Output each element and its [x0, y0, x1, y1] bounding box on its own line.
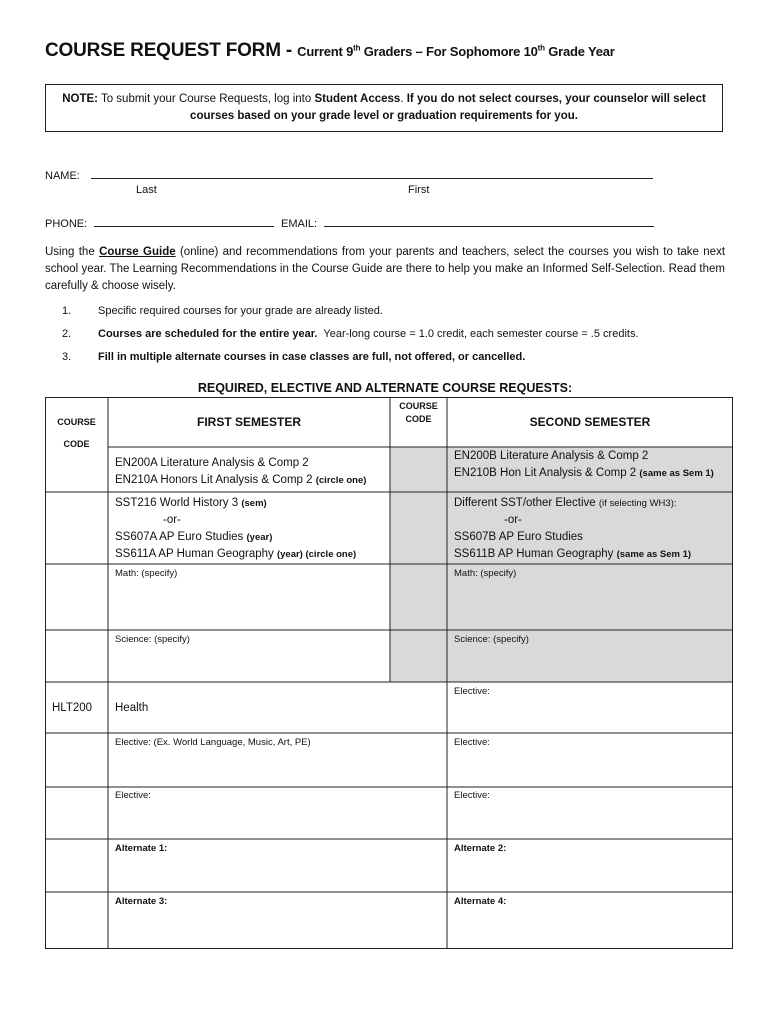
course-code-header	[45, 411, 108, 455]
r2-sem2-line4: SS611B AP Human Geography	[454, 548, 614, 560]
name-label: NAME:	[45, 170, 80, 182]
course-code-header-b: CODE	[405, 414, 432, 424]
r1-sem2	[454, 448, 714, 482]
r9-sem1-alternate[interactable]: Alternate 3:	[115, 896, 168, 907]
name-field	[45, 168, 653, 182]
intro-post: (online) and recommendations from your parents and teachers, select the courses you wish to take next school year. The Learning Recommendations in the Course Guide are there to help you make an Informed Self-Selection. Read them carefully & choose wisely.	[45, 246, 726, 292]
note-box: NOTE: To submit your Course Requests, log into Student Access. If you do not select courses, your counselor will select courses based on your grade level or graduation requirements for you.	[45, 84, 723, 132]
r5-sem1-health: Health	[115, 702, 149, 714]
r9-sem2-alternate[interactable]: Alternate 4:	[454, 896, 507, 907]
r1-sem1	[115, 455, 366, 489]
r3-sem1-math[interactable]: Math: (specify)	[115, 568, 178, 579]
r2-sem1-line1: SST216 World History 3	[115, 497, 239, 509]
phone-field	[45, 216, 274, 230]
title-sup-a: th	[353, 43, 361, 53]
r2-sem2-note4: (same as Sem 1)	[616, 549, 692, 560]
list-item	[62, 351, 525, 363]
r1-sem2-line1: EN200B Literature Analysis & Comp 2	[454, 450, 649, 462]
title-sup-b: th	[537, 43, 545, 53]
r3-sem2-math[interactable]: Math: (specify)	[454, 568, 517, 579]
r2-sem1-line3: SS607A AP Euro Studies	[115, 531, 244, 543]
r7-sem2-elective[interactable]: Elective:	[454, 790, 490, 801]
list-bold-text: Courses are scheduled for the entire year.	[98, 328, 318, 340]
r4-sem1-science[interactable]: Science: (specify)	[115, 634, 190, 645]
list-item	[62, 328, 639, 340]
r4-sem2-science[interactable]: Science: (specify)	[454, 634, 529, 645]
last-name-label: Last	[136, 184, 157, 196]
phone-input-line[interactable]	[94, 216, 274, 227]
r2-sem1	[115, 495, 356, 563]
note-label: NOTE:	[62, 93, 98, 105]
r1-sem2-line2: EN210B Hon Lit Analysis & Comp 2	[454, 467, 637, 479]
r2-sem2-or: -or-	[504, 514, 522, 526]
email-input-line[interactable]	[324, 216, 654, 227]
second-semester-header: SECOND SEMESTER	[529, 415, 651, 429]
page-title	[45, 40, 615, 62]
r2-sem1-note1: (sem)	[241, 498, 267, 509]
note-text-1: To submit your Course Requests, log into	[100, 93, 312, 105]
course-code-header-a: COURSE	[399, 401, 438, 411]
first-name-label: First	[408, 184, 430, 196]
title-sub-c: Grade Year	[548, 44, 615, 59]
r1-sem2-note: (same as Sem 1)	[639, 468, 714, 479]
intro-paragraph	[45, 244, 725, 295]
note-student-access: Student Access	[314, 93, 401, 105]
title-main: COURSE REQUEST FORM -	[45, 40, 293, 61]
list-number: 3.	[62, 351, 72, 363]
r1-sem1-line2: EN210A Honors Lit Analysis & Comp 2	[115, 474, 313, 486]
r8-sem1-alternate[interactable]: Alternate 1:	[115, 843, 168, 854]
r7-sem1-elective[interactable]: Elective:	[115, 790, 151, 801]
table-title: REQUIRED, ELECTIVE AND ALTERNATE COURSE REQUESTS:	[197, 381, 573, 395]
first-semester-header: FIRST SEMESTER	[196, 415, 301, 429]
r6-sem2-elective[interactable]: Elective:	[454, 737, 490, 748]
r1-sem1-note: (circle one)	[315, 475, 367, 486]
r2-sem2-line1: Different SST/other Elective	[454, 497, 596, 509]
r2-sem1-note4: (year) (circle one)	[276, 549, 357, 560]
list-number: 2.	[62, 328, 72, 340]
email-field	[281, 216, 654, 230]
title-sub-b: Graders – For Sophomore 10	[363, 44, 538, 59]
r2-sem1-note3: (year)	[246, 532, 273, 543]
r2-sem2-note1: (if selecting WH3):	[598, 498, 677, 509]
r8-sem2-alternate[interactable]: Alternate 2:	[454, 843, 507, 854]
r2-sem2-line3: SS607B AP Euro Studies	[454, 531, 583, 543]
r2-sem1-line4: SS611A AP Human Geography	[115, 548, 274, 560]
course-code-header-2	[390, 400, 447, 426]
list-bold-text: Fill in multiple alternate courses in case classes are full, not offered, or cancelled.	[98, 351, 526, 363]
list-item	[62, 305, 383, 317]
r2-sem2	[454, 495, 691, 563]
course-code-header-a: COURSE	[57, 417, 96, 427]
course-code-header-b: CODE	[63, 439, 90, 449]
r6-sem1-elective[interactable]: Elective: (Ex. World Language, Music, Art, PE)	[115, 737, 311, 748]
r5-course-code: HLT200	[52, 702, 93, 714]
intro-pre: Using the	[45, 246, 95, 258]
list-text: Specific required courses for your grade are already listed.	[98, 305, 383, 317]
list-text: Year-long course = 1.0 credit, each semester course = .5 credits.	[323, 328, 639, 340]
r5-sem2-elective[interactable]: Elective:	[454, 686, 490, 697]
name-input-line[interactable]	[91, 168, 653, 179]
email-label: EMAIL:	[281, 218, 318, 230]
phone-label: PHONE:	[45, 218, 88, 230]
r2-sem1-or: -or-	[163, 514, 181, 526]
list-number: 1.	[62, 305, 72, 317]
title-sub-a: Current 9	[297, 44, 354, 59]
course-guide-link[interactable]: Course Guide	[99, 246, 176, 258]
r1-sem1-line1: EN200A Literature Analysis & Comp 2	[115, 457, 309, 469]
note-text-2: If you do not select courses, your counselor will select courses based on your grade level or graduation requirements for you.	[190, 93, 706, 122]
